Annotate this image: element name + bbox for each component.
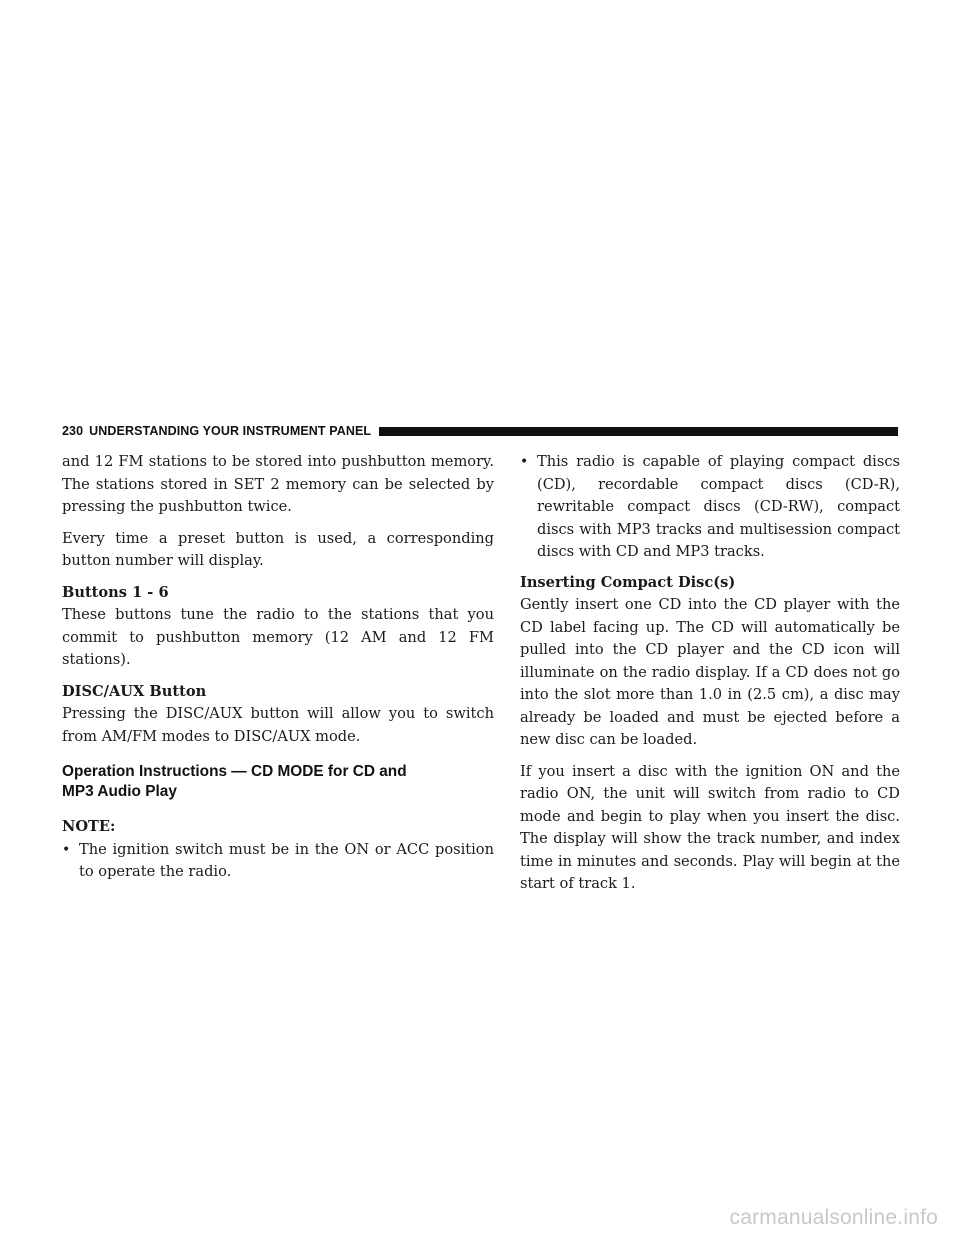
bullet-icon: •	[62, 841, 71, 858]
section-title-line-2: MP3 Audio Play	[62, 783, 177, 800]
heading-inserting-discs: Inserting Compact Disc(s)	[520, 573, 736, 591]
right-column	[520, 451, 900, 905]
section-title-cd-mode	[62, 762, 494, 802]
paragraph-buttons-1-6: These buttons tune the radio to the stations that you commit to pushbutton memory (12 AM and 12 FM stations).	[62, 606, 494, 668]
page-header	[62, 422, 898, 440]
page-number: 230	[62, 424, 84, 438]
left-column	[62, 451, 494, 892]
section-title-line-1: Operation Instructions — CD MODE for CD and	[62, 763, 407, 780]
capability-bullet-item	[520, 451, 900, 564]
header-rule	[379, 427, 898, 436]
paragraph-inserting-discs: Gently insert one CD into the CD player with the CD label facing up. The CD will automatically be pulled into the CD player and the CD icon will illuminate on the radio display. If a CD does not go into the slot more than 1.0 in (2.5 cm), a disc may already be loaded and must be ejected before a new disc can be loaded.	[520, 596, 900, 748]
capability-bullet-text: This radio is capable of playing compact discs (CD), recordable compact discs (CD-R), rewritable compact discs (CD-RW), compact discs with MP3 tracks and multisession compact discs with CD and MP3 tracks.	[537, 453, 900, 560]
watermark: carmanualsonline.info	[729, 1206, 938, 1229]
note-label: NOTE:	[62, 818, 116, 835]
note-bullet-item	[62, 839, 494, 884]
paragraph-disc-aux: Pressing the DISC/AUX button will allow you to switch from AM/FM modes to DISC/AUX mode.	[62, 705, 494, 745]
bullet-icon: •	[520, 454, 529, 470]
heading-disc-aux: DISC/AUX Button	[62, 682, 207, 700]
paragraph-pushbutton-memory: and 12 FM stations to be stored into pushbutton memory. The stations stored in SET 2 memory can be selected by pressing the pushbutton twice.	[62, 453, 494, 515]
paragraph-ignition-on: If you insert a disc with the ignition ON and the radio ON, the unit will switch from radio to CD mode and begin to play when you insert the disc. The display will show the track number, and index time in minutes and seconds. Play will begin at the start of track 1.	[520, 762, 900, 892]
paragraph-preset-display: Every time a preset button is used, a corresponding button number will display.	[62, 529, 494, 569]
section-name: UNDERSTANDING YOUR INSTRUMENT PANEL	[89, 424, 372, 438]
note-bullet-text: The ignition switch must be in the ON or ACC position to operate the radio.	[79, 840, 494, 880]
heading-buttons-1-6: Buttons 1 - 6	[62, 583, 169, 601]
